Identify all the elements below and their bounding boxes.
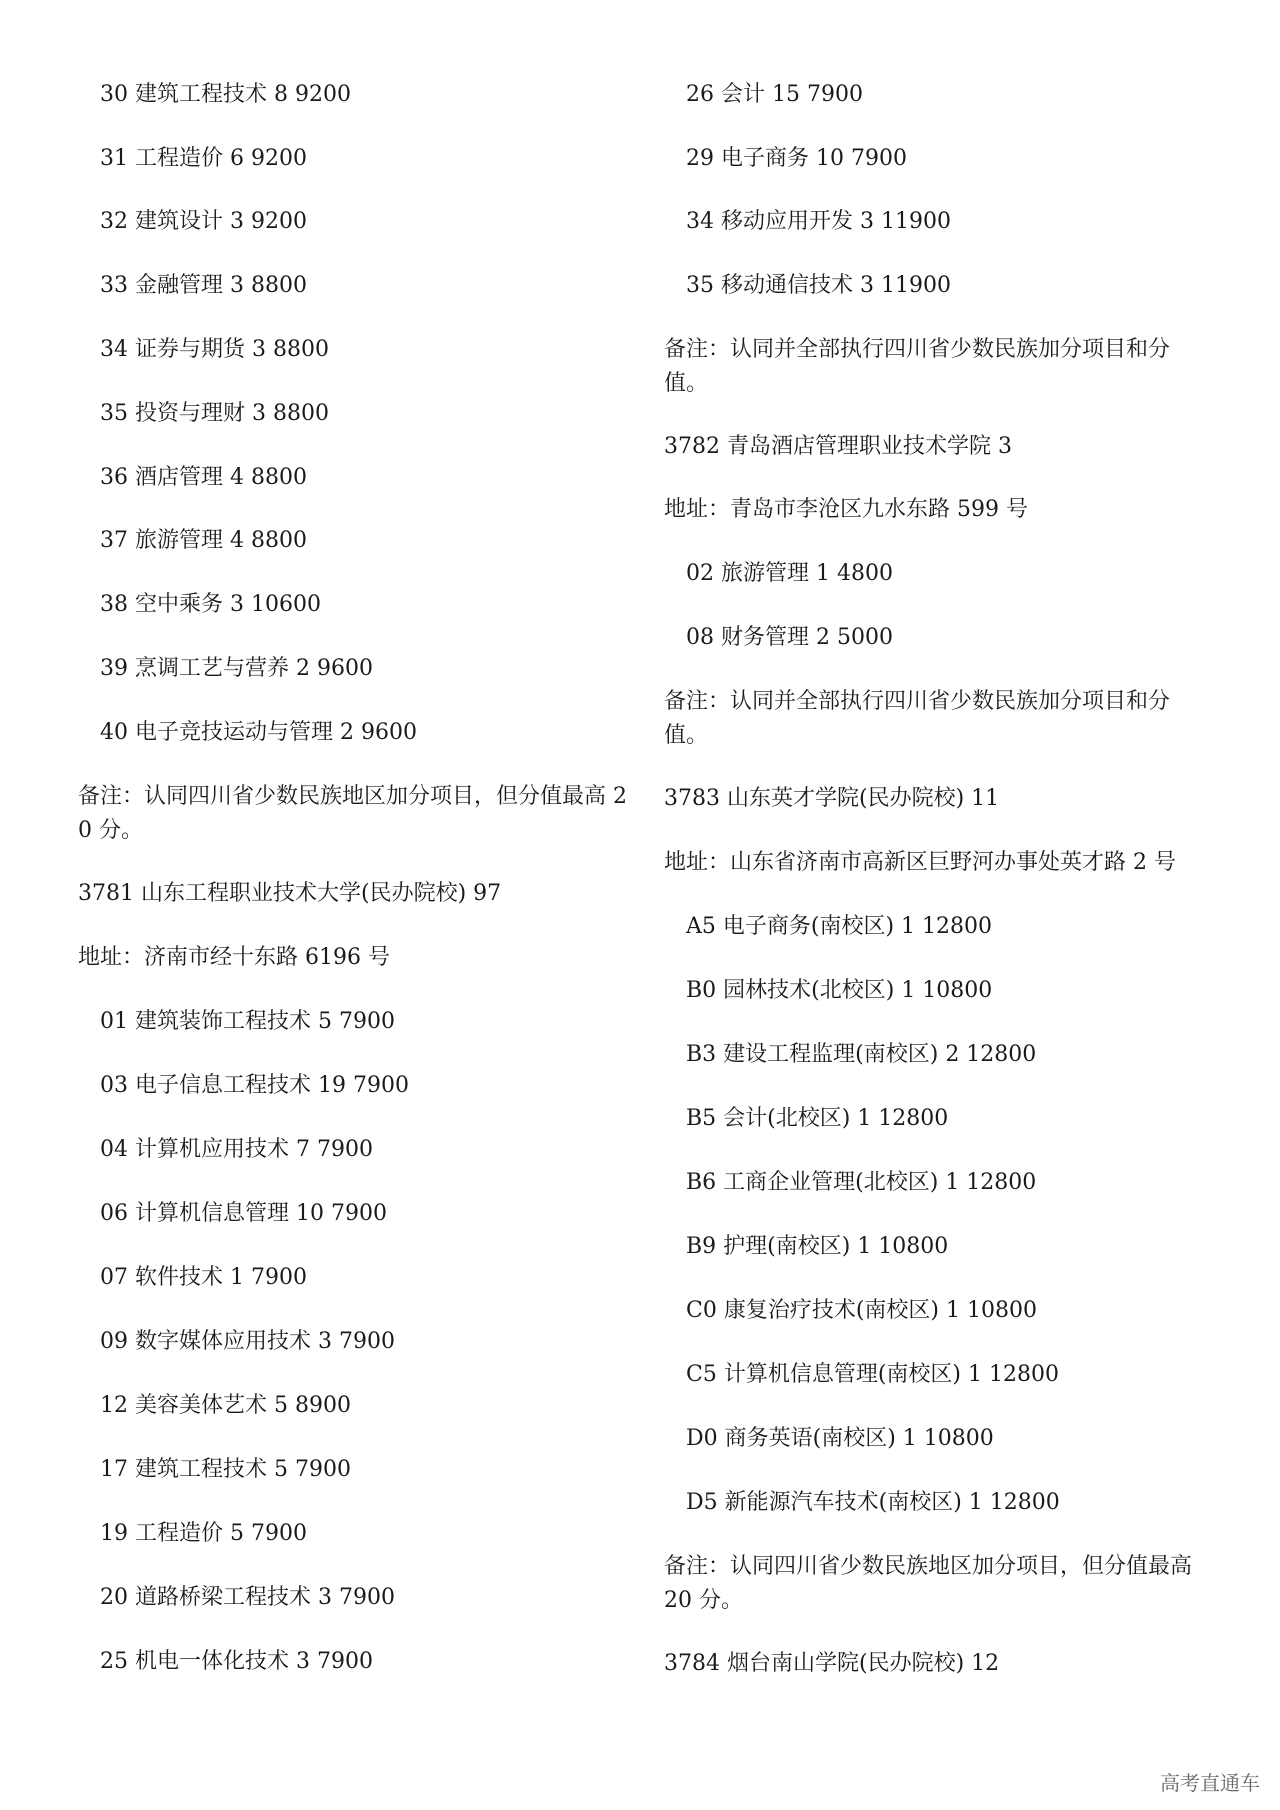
list-item: 30 建筑工程技术 8 9200 [100, 82, 351, 107]
school-heading: 3783 山东英才学院(民办院校) 11 [664, 786, 1000, 811]
list-item: 04 计算机应用技术 7 7900 [100, 1137, 373, 1162]
list-item: 38 空中乘务 3 10600 [100, 592, 321, 617]
school-heading: 3781 山东工程职业技术大学(民办院校) 97 [78, 881, 502, 906]
list-item: 31 工程造价 6 9200 [100, 146, 307, 171]
school-heading: 3784 烟台南山学院(民办院校) 12 [664, 1651, 1000, 1676]
list-item: 35 移动通信技术 3 11900 [686, 273, 951, 298]
list-item: 26 会计 15 7900 [686, 82, 863, 107]
remark-note: 备注：认同四川省少数民族地区加分项目，但分值最高 20 分。 [78, 784, 627, 843]
school-heading: 3782 青岛酒店管理职业技术学院 3 [664, 434, 1012, 459]
list-item: 34 移动应用开发 3 11900 [686, 209, 951, 234]
list-item: 39 烹调工艺与营养 2 9600 [100, 656, 373, 681]
list-item: 34 证券与期货 3 8800 [100, 337, 329, 362]
list-item: D0 商务英语(南校区) 1 10800 [686, 1426, 994, 1451]
list-item: C5 计算机信息管理(南校区) 1 12800 [686, 1362, 1059, 1387]
list-item: 25 机电一体化技术 3 7900 [100, 1649, 373, 1674]
list-item: B0 园林技术(北校区) 1 10800 [686, 978, 993, 1003]
list-item: B6 工商企业管理(北校区) 1 12800 [686, 1170, 1037, 1195]
list-item: D5 新能源汽车技术(南校区) 1 12800 [686, 1490, 1060, 1515]
list-item: C0 康复治疗技术(南校区) 1 10800 [686, 1298, 1037, 1323]
list-item: 01 建筑装饰工程技术 5 7900 [100, 1009, 395, 1034]
school-address: 地址：青岛市李沧区九水东路 599 号 [664, 497, 1028, 522]
list-item: 20 道路桥梁工程技术 3 7900 [100, 1585, 395, 1610]
remark-note: 备注：认同四川省少数民族地区加分项目，但分值最高 20 分。 [664, 1554, 1193, 1613]
watermark: 高考直通车 [1160, 1771, 1260, 1795]
list-item: 17 建筑工程技术 5 7900 [100, 1457, 351, 1482]
list-item: 33 金融管理 3 8800 [100, 273, 307, 298]
list-item: B5 会计(北校区) 1 12800 [686, 1106, 949, 1131]
list-item: 06 计算机信息管理 10 7900 [100, 1201, 387, 1226]
list-item: 32 建筑设计 3 9200 [100, 209, 307, 234]
list-item: 12 美容美体艺术 5 8900 [100, 1393, 351, 1418]
remark-note: 备注：认同并全部执行四川省少数民族加分项目和分值。 [664, 689, 1171, 748]
list-item: 02 旅游管理 1 4800 [686, 561, 893, 586]
school-address: 地址：济南市经十东路 6196 号 [78, 945, 390, 970]
list-item: 09 数字媒体应用技术 3 7900 [100, 1329, 395, 1354]
list-item: B3 建设工程监理(南校区) 2 12800 [686, 1042, 1037, 1067]
list-item: A5 电子商务(南校区) 1 12800 [686, 914, 993, 939]
remark-note: 备注：认同并全部执行四川省少数民族加分项目和分值。 [664, 337, 1171, 396]
list-item: 08 财务管理 2 5000 [686, 625, 893, 650]
list-item: 40 电子竞技运动与管理 2 9600 [100, 720, 417, 745]
list-item: 37 旅游管理 4 8800 [100, 528, 307, 553]
school-address: 地址：山东省济南市高新区巨野河办事处英才路 2 号 [664, 850, 1176, 875]
list-item: 03 电子信息工程技术 19 7900 [100, 1073, 409, 1098]
list-item: B9 护理(南校区) 1 10800 [686, 1234, 949, 1259]
list-item: 35 投资与理财 3 8800 [100, 401, 329, 426]
list-item: 07 软件技术 1 7900 [100, 1265, 307, 1290]
list-item: 19 工程造价 5 7900 [100, 1521, 307, 1546]
list-item: 29 电子商务 10 7900 [686, 146, 907, 171]
list-item: 36 酒店管理 4 8800 [100, 465, 307, 490]
